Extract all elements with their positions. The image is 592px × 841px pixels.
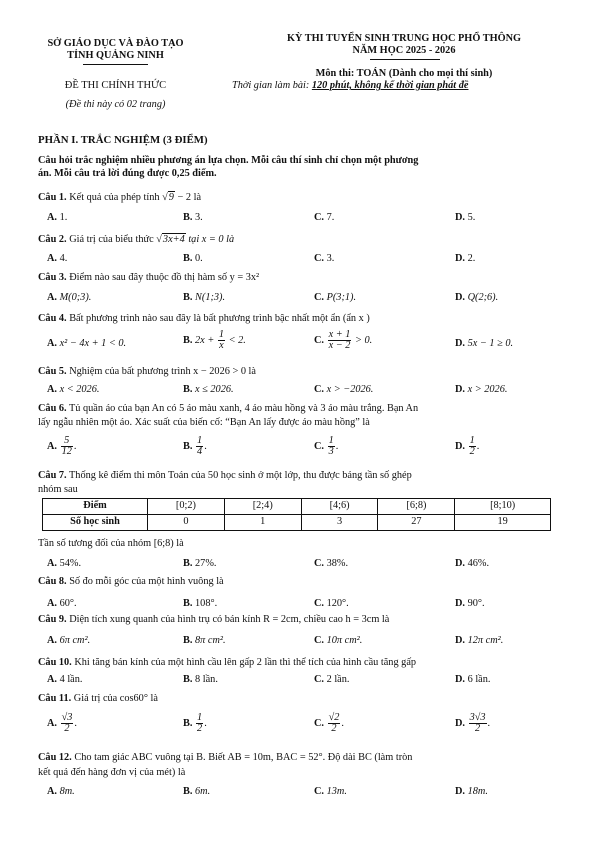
question-text: Khi tăng bán kính của một hình cầu lên gấp 2 lần thì thể tích của hình cầu tăng gấp <box>74 657 417 668</box>
q2-option-b[interactable]: B. 0. <box>183 253 203 264</box>
q6-option-b[interactable]: B. $\frac{1}{4}$ . <box>183 435 207 458</box>
question-number: Câu 9. <box>38 614 67 625</box>
question-7-line-2: nhóm sau <box>38 484 78 495</box>
subject-line: Môn thi: TOÁN (Dành cho mọi thí sinh) <box>315 68 493 79</box>
q4-option-c[interactable]: C. $\frac{x + 1}{x - 2}$ > 0. <box>314 329 373 352</box>
q11-option-b[interactable]: B. $\frac{1}{2}$ . <box>183 712 207 735</box>
question-text: Cho tam giác ABC vuông tại B. Biết AB = 10m, BAC = 52°. Độ dài BC (làm tròn <box>74 752 413 763</box>
table-cell: 3 <box>301 515 378 531</box>
q5-option-a[interactable]: A. x < 2026. <box>47 384 100 395</box>
question-number: Câu 8. <box>38 576 67 587</box>
q8-option-a[interactable]: A. 60°. <box>47 598 77 609</box>
org-line-2: TỈNH QUẢNG NINH <box>67 50 164 61</box>
table-header-cell: Số học sinh <box>43 515 148 531</box>
time-prefix: Thời gian làm bài: <box>232 80 312 91</box>
table-cell: 0 <box>148 515 225 531</box>
question-text: Diện tích xung quanh của hình trụ có bán kính R = 2cm, chiều cao h = 3cm là <box>69 614 390 625</box>
question-number: Câu 10. <box>38 657 72 668</box>
question-number: Câu 5. <box>38 366 67 377</box>
q9-option-c[interactable]: C. 10π cm². <box>314 635 363 646</box>
question-number: Câu 1. <box>38 192 67 203</box>
q5-option-c[interactable]: C. x > −2026. <box>314 384 374 395</box>
table-cell: [0;2) <box>148 499 225 515</box>
question-6-line-1 <box>38 403 418 415</box>
question-number: Câu 4. <box>38 313 67 324</box>
q3-option-d[interactable]: D. Q(2;6). <box>455 292 499 303</box>
q9-option-d[interactable]: D. 12π cm². <box>455 635 504 646</box>
question-2 <box>38 234 234 246</box>
q8-option-c[interactable]: C. 120°. <box>314 598 349 609</box>
question-number: Câu 3. <box>38 272 67 283</box>
q11-option-d[interactable]: D. $\frac{3√3}{2}$ . <box>455 712 491 735</box>
q11-option-c[interactable]: C. $\frac{√2}{2}$ . <box>314 712 344 735</box>
q10-option-c[interactable]: C. 2 lần. <box>314 674 350 685</box>
part1-title: PHẦN I. TRẮC NGHIỆM (3 ĐIỂM) <box>38 134 208 146</box>
q10-option-a[interactable]: A. 4 lần. <box>47 674 83 685</box>
q3-option-c[interactable]: C. P(3;1). <box>314 292 357 303</box>
org-line-1: SỞ GIÁO DỤC VÀ ĐÀO TẠO <box>47 38 184 49</box>
exam-underline <box>370 59 440 60</box>
q12-option-c[interactable]: C. 13m. <box>314 786 347 797</box>
table-cell: [2;4) <box>224 499 301 515</box>
part1-instruction-2: án. Mỗi câu trả lời đúng được 0,25 điểm. <box>38 168 217 179</box>
q7-option-a[interactable]: A. 54%. <box>47 558 82 569</box>
question-text: Điểm nào sau đây thuộc đồ thị hàm số y = 3x² <box>69 272 260 283</box>
question-10 <box>38 657 416 669</box>
time-value: 120 phút, không kể thời gian phát đề <box>311 80 469 91</box>
table-row <box>43 515 551 531</box>
question-text: Giá trị của biểu thức <box>69 234 154 245</box>
q6-option-c[interactable]: C. $\frac{1}{3}$ . <box>314 435 339 458</box>
q2-option-c[interactable]: C. 3. <box>314 253 335 264</box>
question-3 <box>38 272 259 284</box>
sqrt-sign: √ <box>162 192 168 203</box>
q7-option-b[interactable]: B. 27%. <box>183 558 217 569</box>
q10-option-b[interactable]: B. 8 lần. <box>183 674 218 685</box>
q12-option-a[interactable]: A. 8m. <box>47 786 75 797</box>
radicand: 3x+4 <box>162 234 185 245</box>
table-cell: [8;10) <box>455 499 551 515</box>
q9-option-b[interactable]: B. 8π cm². <box>183 635 226 646</box>
q8-option-b[interactable]: B. 108°. <box>183 598 218 609</box>
q4-option-b[interactable]: B. 2x + $\frac{1}{x}$ < 2. <box>183 329 246 352</box>
question-7-line-3: Tần số tương đối của nhóm [6;8) là <box>38 538 184 549</box>
question-1 <box>38 192 201 204</box>
q6-option-d[interactable]: D. $\frac{1}{2}$ . <box>455 435 480 458</box>
table-header-cell: Điểm <box>43 499 148 515</box>
official-label: ĐỀ THI CHÍNH THỨC <box>64 80 167 91</box>
q1-option-b[interactable]: B. 3. <box>183 212 203 223</box>
q8-option-d[interactable]: D. 90°. <box>455 598 485 609</box>
question-5 <box>38 366 256 378</box>
table-cell: 19 <box>455 515 551 531</box>
question-text: Thống kê điểm thi môn Toán của 50 học sinh ở một lớp, thu được bảng tần số ghép <box>69 470 412 481</box>
question-12-line-1 <box>38 752 412 764</box>
question-number: Câu 2. <box>38 234 67 245</box>
q12-option-d[interactable]: D. 18m. <box>455 786 488 797</box>
question-text: Giá trị của cos60° là <box>73 693 158 704</box>
question-text: Tủ quần áo của bạn An có 5 áo màu xanh, 4 áo màu hồng và 3 áo màu trắng. Bạn An <box>69 403 419 414</box>
exam-year: NĂM HỌC 2025 - 2026 <box>352 45 456 56</box>
q1-option-c[interactable]: C. 7. <box>314 212 335 223</box>
q5-option-b[interactable]: B. x ≤ 2026. <box>183 384 234 395</box>
q1-option-d[interactable]: D. 5. <box>455 212 476 223</box>
q7-option-c[interactable]: C. 38%. <box>314 558 349 569</box>
q1-option-a[interactable]: A. 1. <box>47 212 68 223</box>
table-cell: [6;8) <box>378 499 455 515</box>
q3-option-b[interactable]: B. N(1;3). <box>183 292 226 303</box>
question-text: Nghiệm của bất phương trình x − 2026 > 0 là <box>69 366 256 377</box>
question-number: Câu 12. <box>38 752 72 763</box>
question-number: Câu 11. <box>38 693 72 704</box>
exam-title: KỲ THI TUYỂN SINH TRUNG HỌC PHỔ THÔNG <box>286 33 522 44</box>
question-tail: tại x = 0 là <box>185 234 235 245</box>
frequency-table <box>42 498 551 531</box>
question-12-line-2: kết quả đến hàng đơn vị của mét) là <box>38 767 186 778</box>
q3-option-a[interactable]: A. M(0;3). <box>47 292 92 303</box>
radicand: 9 <box>168 192 174 203</box>
table-cell: 1 <box>224 515 301 531</box>
q11-option-a[interactable]: A. $\frac{√3}{2}$ . <box>47 712 77 735</box>
q5-option-d[interactable]: D. x > 2026. <box>455 384 508 395</box>
question-text: Bất phương trình nào sau đây là bất phương trình bậc nhất một ẩn (ẩn x ) <box>69 313 370 324</box>
org-underline <box>83 64 148 65</box>
page-count: (Đề thi này có 02 trang) <box>65 99 166 110</box>
question-11 <box>38 693 158 705</box>
question-number: Câu 6. <box>38 403 67 414</box>
question-number: Câu 7. <box>38 470 67 481</box>
q7-option-d[interactable]: D. 46%. <box>455 558 490 569</box>
question-tail: − 2 là <box>174 192 202 203</box>
question-text: Số đo mỗi góc của một hình vuông là <box>69 576 224 587</box>
q2-option-a[interactable]: A. 4. <box>47 253 68 264</box>
table-cell: [4;6) <box>301 499 378 515</box>
question-9 <box>38 614 389 626</box>
q6-option-a[interactable]: A. $\frac{5}{12}$ . <box>47 435 77 458</box>
sqrt-sign: √ <box>156 234 162 245</box>
part1-instruction-1: Câu hỏi trắc nghiệm nhiều phương án lựa chọn. Mỗi câu thí sinh chỉ chọn một phương <box>38 155 419 166</box>
q9-option-a[interactable]: A. 6π cm². <box>47 635 91 646</box>
question-text: Kết quả của phép tính <box>69 192 160 203</box>
question-4 <box>38 313 370 325</box>
time-line <box>232 80 468 92</box>
question-8 <box>38 576 224 588</box>
q4-option-d[interactable]: D. 5x − 1 ≥ 0. <box>455 338 514 349</box>
question-7-line-1 <box>38 470 412 482</box>
q12-option-b[interactable]: B. 6m. <box>183 786 211 797</box>
q2-option-d[interactable]: D. 2. <box>455 253 476 264</box>
question-6-line-2: lấy ngẫu nhiên một áo. Xác suất của biến cố: “Bạn An lấy được áo màu hồng” là <box>38 417 370 428</box>
q4-option-a[interactable]: A. x² − 4x + 1 < 0. <box>47 338 127 349</box>
q10-option-d[interactable]: D. 6 lần. <box>455 674 491 685</box>
table-cell: 27 <box>378 515 455 531</box>
table-row <box>43 499 551 515</box>
